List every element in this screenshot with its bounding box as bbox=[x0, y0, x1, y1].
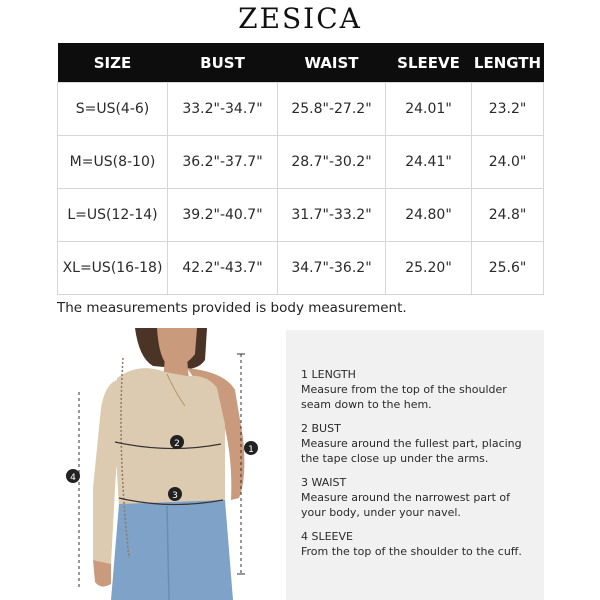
cell-length: 23.2" bbox=[472, 83, 544, 136]
instruction-waist bbox=[301, 475, 537, 520]
svg-text:1: 1 bbox=[248, 445, 254, 455]
instruction-text: Measure from the top of the shoulder seam down to the hem. bbox=[301, 383, 507, 411]
cell-length: 24.0" bbox=[472, 136, 544, 189]
marker-waist bbox=[168, 487, 182, 501]
header-size: SIZE bbox=[58, 43, 168, 83]
cell-bust: 33.2"-34.7" bbox=[168, 83, 278, 136]
model-figure bbox=[57, 328, 285, 600]
cell-waist: 25.8"-27.2" bbox=[278, 83, 386, 136]
header-waist: WAIST bbox=[278, 43, 386, 83]
header-sleeve: SLEEVE bbox=[386, 43, 472, 83]
cell-bust: 42.2"-43.7" bbox=[168, 242, 278, 295]
cell-size: S=US(4-6) bbox=[58, 83, 168, 136]
instruction-text: Measure around the narrowest part of your body, under your navel. bbox=[301, 491, 510, 519]
instruction-title: 1 LENGTH bbox=[301, 368, 356, 381]
instruction-title: 3 WAIST bbox=[301, 476, 347, 489]
instruction-length bbox=[301, 367, 537, 412]
instruction-title: 4 SLEEVE bbox=[301, 530, 353, 543]
cell-size: XL=US(16-18) bbox=[58, 242, 168, 295]
instruction-text: Measure around the fullest part, placing the tape close up under the arms. bbox=[301, 437, 522, 465]
table-row bbox=[58, 136, 544, 189]
cell-waist: 31.7"-33.2" bbox=[278, 189, 386, 242]
svg-text:4: 4 bbox=[70, 473, 76, 483]
header-bust: BUST bbox=[168, 43, 278, 83]
cell-length: 25.6" bbox=[472, 242, 544, 295]
cell-size: L=US(12-14) bbox=[58, 189, 168, 242]
instruction-title: 2 BUST bbox=[301, 422, 341, 435]
brand-logo: ZESICA bbox=[238, 2, 362, 35]
instructions-panel bbox=[286, 330, 544, 600]
table-row bbox=[58, 242, 544, 295]
instruction-bust bbox=[301, 421, 537, 466]
cell-size: M=US(8-10) bbox=[58, 136, 168, 189]
table-row bbox=[58, 189, 544, 242]
table-row bbox=[58, 83, 544, 136]
svg-text:2: 2 bbox=[174, 439, 180, 449]
cell-sleeve: 24.41" bbox=[386, 136, 472, 189]
instruction-text: From the top of the shoulder to the cuff. bbox=[301, 545, 522, 558]
cell-bust: 36.2"-37.7" bbox=[168, 136, 278, 189]
instruction-sleeve bbox=[301, 529, 537, 559]
cell-sleeve: 25.20" bbox=[386, 242, 472, 295]
measurement-note: The measurements provided is body measurement. bbox=[57, 300, 407, 316]
size-chart-table bbox=[57, 43, 544, 295]
cell-length: 24.8" bbox=[472, 189, 544, 242]
model-illustration bbox=[57, 328, 285, 600]
cell-sleeve: 24.01" bbox=[386, 83, 472, 136]
cell-bust: 39.2"-40.7" bbox=[168, 189, 278, 242]
marker-length bbox=[244, 441, 258, 455]
marker-bust bbox=[170, 435, 184, 449]
cell-waist: 34.7"-36.2" bbox=[278, 242, 386, 295]
header-length: LENGTH bbox=[472, 43, 544, 83]
table-header-row bbox=[58, 43, 544, 83]
svg-text:3: 3 bbox=[172, 491, 178, 501]
marker-sleeve bbox=[66, 469, 80, 483]
cell-sleeve: 24.80" bbox=[386, 189, 472, 242]
cell-waist: 28.7"-30.2" bbox=[278, 136, 386, 189]
